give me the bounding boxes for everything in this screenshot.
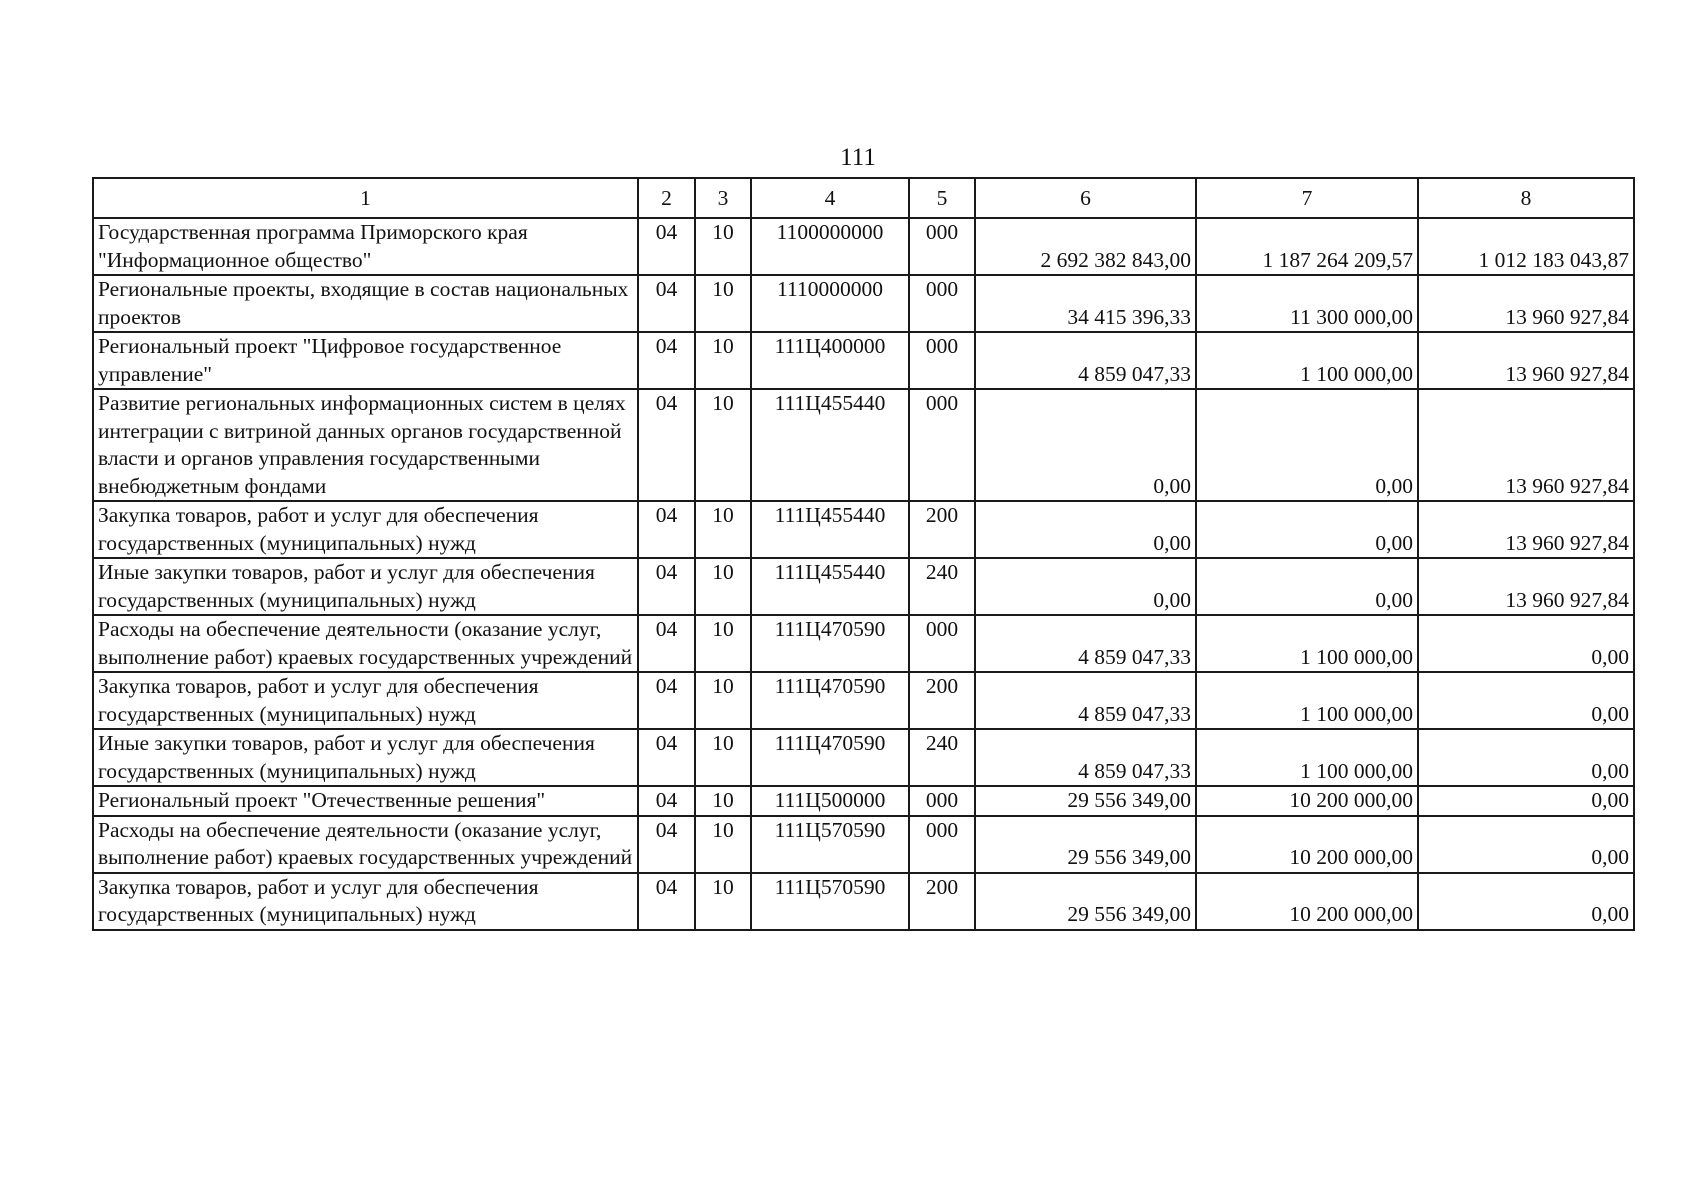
amount-col6-cell: 34 415 396,33 [975, 275, 1196, 332]
section-code-cell: 04 [638, 615, 695, 672]
section-code-cell: 04 [638, 275, 695, 332]
subsection-code-cell: 10 [695, 275, 751, 332]
header-cell-2: 2 [638, 178, 695, 218]
subsection-code-cell: 10 [695, 501, 751, 558]
amount-col6-cell: 4 859 047,33 [975, 615, 1196, 672]
row-name-cell: Закупка товаров, работ и услуг для обеспечения государственных (муниципальных) нужд [93, 672, 638, 729]
table-row [93, 672, 1634, 729]
row-name-cell: Расходы на обеспечение деятельности (оказание услуг, выполнение работ) краевых государственных учреждений [93, 816, 638, 873]
target-article-cell: 111Ц470590 [751, 615, 909, 672]
amount-col7-cell: 10 200 000,00 [1196, 786, 1418, 816]
table-row [93, 275, 1634, 332]
section-code-cell: 04 [638, 218, 695, 275]
table-row [93, 615, 1634, 672]
target-article-cell: 111Ц570590 [751, 816, 909, 873]
target-article-cell: 111Ц470590 [751, 729, 909, 786]
section-code-cell: 04 [638, 729, 695, 786]
table-row [93, 873, 1634, 930]
subsection-code-cell: 10 [695, 218, 751, 275]
amount-col7-cell: 0,00 [1196, 501, 1418, 558]
expense-type-cell: 000 [909, 275, 975, 332]
expense-type-cell: 000 [909, 786, 975, 816]
row-name-cell: Развитие региональных информационных систем в целях интеграции с витриной данных органов государственной власти и органов управления государственными внебюджетным фондами [93, 389, 638, 501]
amount-col7-cell: 0,00 [1196, 389, 1418, 501]
target-article-cell: 111Ц570590 [751, 873, 909, 930]
amount-col6-cell: 4 859 047,33 [975, 729, 1196, 786]
expense-type-cell: 200 [909, 672, 975, 729]
section-code-cell: 04 [638, 558, 695, 615]
table-row [93, 786, 1634, 816]
table-row [93, 558, 1634, 615]
amount-col6-cell: 2 692 382 843,00 [975, 218, 1196, 275]
section-code-cell: 04 [638, 389, 695, 501]
subsection-code-cell: 10 [695, 389, 751, 501]
target-article-cell: 111Ц400000 [751, 332, 909, 389]
amount-col6-cell: 29 556 349,00 [975, 816, 1196, 873]
subsection-code-cell: 10 [695, 558, 751, 615]
header-cell-1: 1 [93, 178, 638, 218]
amount-col8-cell: 0,00 [1418, 672, 1634, 729]
amount-col7-cell: 1 100 000,00 [1196, 729, 1418, 786]
budget-table [92, 177, 1635, 931]
row-name-cell: Расходы на обеспечение деятельности (оказание услуг, выполнение работ) краевых государственных учреждений [93, 615, 638, 672]
table-row [93, 332, 1634, 389]
amount-col8-cell: 13 960 927,84 [1418, 501, 1634, 558]
amount-col8-cell: 0,00 [1418, 729, 1634, 786]
table-row [93, 218, 1634, 275]
amount-col6-cell: 29 556 349,00 [975, 873, 1196, 930]
row-name-cell: Иные закупки товаров, работ и услуг для обеспечения государственных (муниципальных) нужд [93, 729, 638, 786]
amount-col6-cell: 4 859 047,33 [975, 672, 1196, 729]
amount-col8-cell: 13 960 927,84 [1418, 332, 1634, 389]
section-code-cell: 04 [638, 672, 695, 729]
header-cell-3: 3 [695, 178, 751, 218]
amount-col7-cell: 1 100 000,00 [1196, 615, 1418, 672]
amount-col8-cell: 0,00 [1418, 816, 1634, 873]
target-article-cell: 111Ц455440 [751, 558, 909, 615]
expense-type-cell: 000 [909, 332, 975, 389]
target-article-cell: 1100000000 [751, 218, 909, 275]
target-article-cell: 1110000000 [751, 275, 909, 332]
section-code-cell: 04 [638, 501, 695, 558]
header-cell-4: 4 [751, 178, 909, 218]
row-name-cell: Региональный проект "Цифровое государственное управление" [93, 332, 638, 389]
table-row [93, 501, 1634, 558]
expense-type-cell: 200 [909, 873, 975, 930]
amount-col8-cell: 13 960 927,84 [1418, 558, 1634, 615]
row-name-cell: Региональный проект "Отечественные решения" [93, 786, 638, 816]
subsection-code-cell: 10 [695, 729, 751, 786]
target-article-cell: 111Ц455440 [751, 501, 909, 558]
subsection-code-cell: 10 [695, 816, 751, 873]
page-number: 111 [840, 144, 876, 171]
amount-col6-cell: 4 859 047,33 [975, 332, 1196, 389]
expense-type-cell: 000 [909, 389, 975, 501]
section-code-cell: 04 [638, 816, 695, 873]
table-body [93, 178, 1634, 930]
subsection-code-cell: 10 [695, 873, 751, 930]
target-article-cell: 111Ц455440 [751, 389, 909, 501]
table-row [93, 389, 1634, 501]
amount-col8-cell: 0,00 [1418, 615, 1634, 672]
amount-col8-cell: 0,00 [1418, 873, 1634, 930]
section-code-cell: 04 [638, 332, 695, 389]
header-cell-8: 8 [1418, 178, 1634, 218]
header-cell-6: 6 [975, 178, 1196, 218]
header-cell-7: 7 [1196, 178, 1418, 218]
amount-col7-cell: 11 300 000,00 [1196, 275, 1418, 332]
section-code-cell: 04 [638, 786, 695, 816]
expense-type-cell: 000 [909, 816, 975, 873]
amount-col7-cell: 10 200 000,00 [1196, 816, 1418, 873]
amount-col6-cell: 29 556 349,00 [975, 786, 1196, 816]
subsection-code-cell: 10 [695, 615, 751, 672]
subsection-code-cell: 10 [695, 786, 751, 816]
expense-type-cell: 240 [909, 558, 975, 615]
header-cell-5: 5 [909, 178, 975, 218]
row-name-cell: Закупка товаров, работ и услуг для обеспечения государственных (муниципальных) нужд [93, 501, 638, 558]
table-row [93, 729, 1634, 786]
table-row [93, 816, 1634, 873]
amount-col7-cell: 10 200 000,00 [1196, 873, 1418, 930]
expense-type-cell: 200 [909, 501, 975, 558]
amount-col6-cell: 0,00 [975, 389, 1196, 501]
target-article-cell: 111Ц500000 [751, 786, 909, 816]
section-code-cell: 04 [638, 873, 695, 930]
amount-col7-cell: 1 100 000,00 [1196, 672, 1418, 729]
subsection-code-cell: 10 [695, 332, 751, 389]
row-name-cell: Иные закупки товаров, работ и услуг для обеспечения государственных (муниципальных) нужд [93, 558, 638, 615]
target-article-cell: 111Ц470590 [751, 672, 909, 729]
amount-col7-cell: 1 100 000,00 [1196, 332, 1418, 389]
amount-col6-cell: 0,00 [975, 558, 1196, 615]
header-row [93, 178, 1634, 218]
amount-col7-cell: 1 187 264 209,57 [1196, 218, 1418, 275]
expense-type-cell: 000 [909, 218, 975, 275]
amount-col8-cell: 0,00 [1418, 786, 1634, 816]
row-name-cell: Региональные проекты, входящие в состав национальных проектов [93, 275, 638, 332]
amount-col8-cell: 13 960 927,84 [1418, 389, 1634, 501]
row-name-cell: Закупка товаров, работ и услуг для обеспечения государственных (муниципальных) нужд [93, 873, 638, 930]
amount-col7-cell: 0,00 [1196, 558, 1418, 615]
amount-col8-cell: 1 012 183 043,87 [1418, 218, 1634, 275]
amount-col6-cell: 0,00 [975, 501, 1196, 558]
row-name-cell: Государственная программа Приморского края "Информационное общество" [93, 218, 638, 275]
expense-type-cell: 000 [909, 615, 975, 672]
expense-type-cell: 240 [909, 729, 975, 786]
subsection-code-cell: 10 [695, 672, 751, 729]
amount-col8-cell: 13 960 927,84 [1418, 275, 1634, 332]
